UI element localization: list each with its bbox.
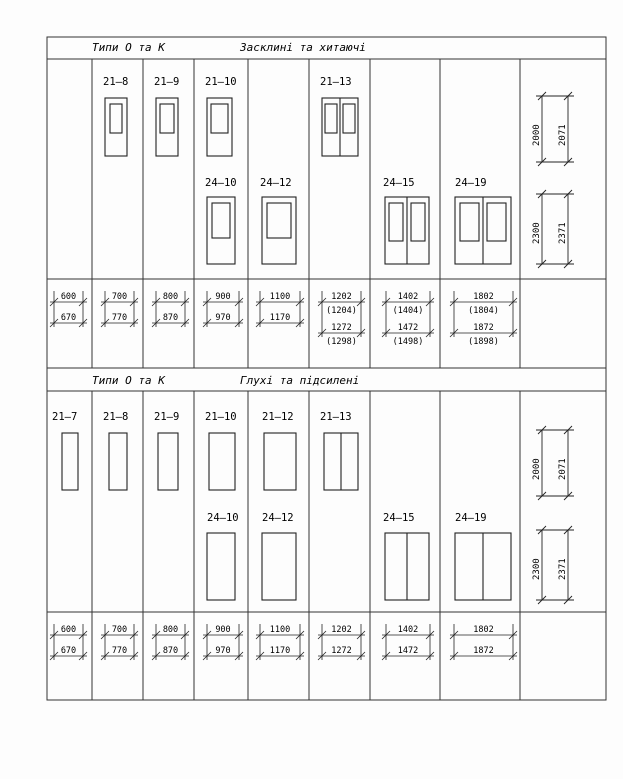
door-outline [105, 98, 127, 156]
glazed-door-row2 [207, 197, 511, 264]
door-outline [262, 533, 296, 600]
width-dimension-labels-bottom [61, 625, 494, 656]
width-dimension-value: 1802 [473, 292, 494, 302]
height-outer-label: 2071 [558, 124, 568, 146]
door-label: 21–10 [205, 411, 237, 423]
door-glass [160, 104, 174, 133]
door-label: 24–10 [207, 512, 239, 524]
width-dimension-value: 1472 [397, 323, 419, 333]
width-dimension-value: 600 [60, 625, 77, 635]
width-dimension-value: 670 [60, 313, 77, 323]
width-dimension-value: (1204) [326, 306, 357, 316]
width-dimension-labels-top [61, 292, 499, 347]
width-dimension-value: 1272 [331, 323, 352, 333]
width-dimension-value: (1298) [326, 337, 357, 347]
width-dimension-value: 770 [111, 313, 128, 323]
width-dimension-value: 770 [111, 646, 128, 656]
solid-door-row1 [62, 433, 358, 490]
door-outline [207, 197, 235, 264]
door-glass [212, 203, 230, 238]
width-dimension-value: 1472 [397, 646, 419, 656]
width-dimension-value: 1872 [473, 323, 494, 333]
door-label: 21–8 [103, 76, 129, 88]
height-inner-label: 2000 [532, 124, 542, 146]
width-dimension-value: 1100 [269, 625, 291, 635]
door-glass [343, 104, 355, 133]
width-dimension-value: 1202 [331, 625, 352, 635]
door-outline [209, 433, 235, 490]
height-inner-label: 2300 [532, 558, 542, 580]
height-outer-label: 2371 [558, 222, 568, 244]
door-outline [207, 533, 235, 600]
door-glass [487, 203, 506, 241]
door-label: 24–12 [260, 177, 292, 189]
door-glass [411, 203, 425, 241]
height-inner-label: 2000 [532, 458, 542, 480]
door-label: 24–19 [455, 512, 487, 524]
door-glass [460, 203, 479, 241]
door-label: 21–13 [320, 76, 352, 88]
door-label: 24–10 [205, 177, 237, 189]
width-dimension-value: 670 [60, 646, 77, 656]
width-dimension-value: (1898) [468, 337, 499, 347]
width-dimension-value: (1804) [468, 306, 499, 316]
door-outline [156, 98, 178, 156]
solid-types-label: Типи О та К [92, 374, 165, 387]
door-glass [389, 203, 403, 241]
door-label: 24–15 [383, 177, 415, 189]
width-dimension-value: 600 [60, 292, 77, 302]
door-outline [109, 433, 127, 490]
width-dimension-value: 900 [215, 625, 231, 635]
solid-door-row2 [207, 533, 511, 600]
solid-section-title: Глухі та підсилені [240, 374, 360, 387]
width-dimension-value: 1170 [269, 646, 291, 656]
door-label: 24–15 [383, 512, 415, 524]
glazed-types-label: Типи О та К [92, 41, 165, 54]
width-dimension-value: 1100 [269, 292, 291, 302]
door-glass [267, 203, 291, 238]
width-dimension-value: (1498) [392, 337, 424, 347]
height-outer-label: 2071 [558, 458, 568, 480]
door-glass [325, 104, 337, 133]
door-label: 21–12 [262, 411, 294, 423]
width-dimension-value: 900 [215, 292, 231, 302]
width-dimension-value: 700 [111, 625, 128, 635]
door-outline [158, 433, 178, 490]
width-dimension-value: 1272 [331, 646, 352, 656]
width-dimension-value: 970 [215, 313, 231, 323]
width-dimension-value: 970 [215, 646, 231, 656]
width-dimension-value: 1872 [473, 646, 494, 656]
door-outline [264, 433, 296, 490]
width-dimension-value: 1402 [397, 292, 419, 302]
width-dimension-value: 1402 [397, 625, 419, 635]
door-label: 21–13 [320, 411, 352, 423]
width-dimension-value: 700 [111, 292, 128, 302]
width-dimension-value: (1404) [392, 306, 424, 316]
door-label: 21–9 [154, 76, 180, 88]
door-glass [110, 104, 122, 133]
door-outline [62, 433, 78, 490]
door-glass [211, 104, 228, 133]
width-dimension-value: 870 [162, 313, 179, 323]
door-label: 21–7 [52, 411, 78, 423]
height-inner-label: 2300 [532, 222, 542, 244]
glazed-section-title: Засклині та хитаючі [240, 41, 366, 54]
door-label: 21–9 [154, 411, 180, 423]
door-label: 21–10 [205, 76, 237, 88]
door-label: 24–19 [455, 177, 487, 189]
height-outer-label: 2371 [558, 558, 568, 580]
width-dimension-value: 800 [162, 625, 179, 635]
table-grid [47, 37, 606, 700]
width-dimension-value: 1170 [269, 313, 291, 323]
door-label: 21–8 [103, 411, 129, 423]
width-dimension-value: 800 [162, 292, 179, 302]
door-label: 24–12 [262, 512, 294, 524]
width-dimension-value: 1202 [331, 292, 352, 302]
width-dimension-value: 1802 [473, 625, 494, 635]
width-dimension-value: 870 [162, 646, 179, 656]
